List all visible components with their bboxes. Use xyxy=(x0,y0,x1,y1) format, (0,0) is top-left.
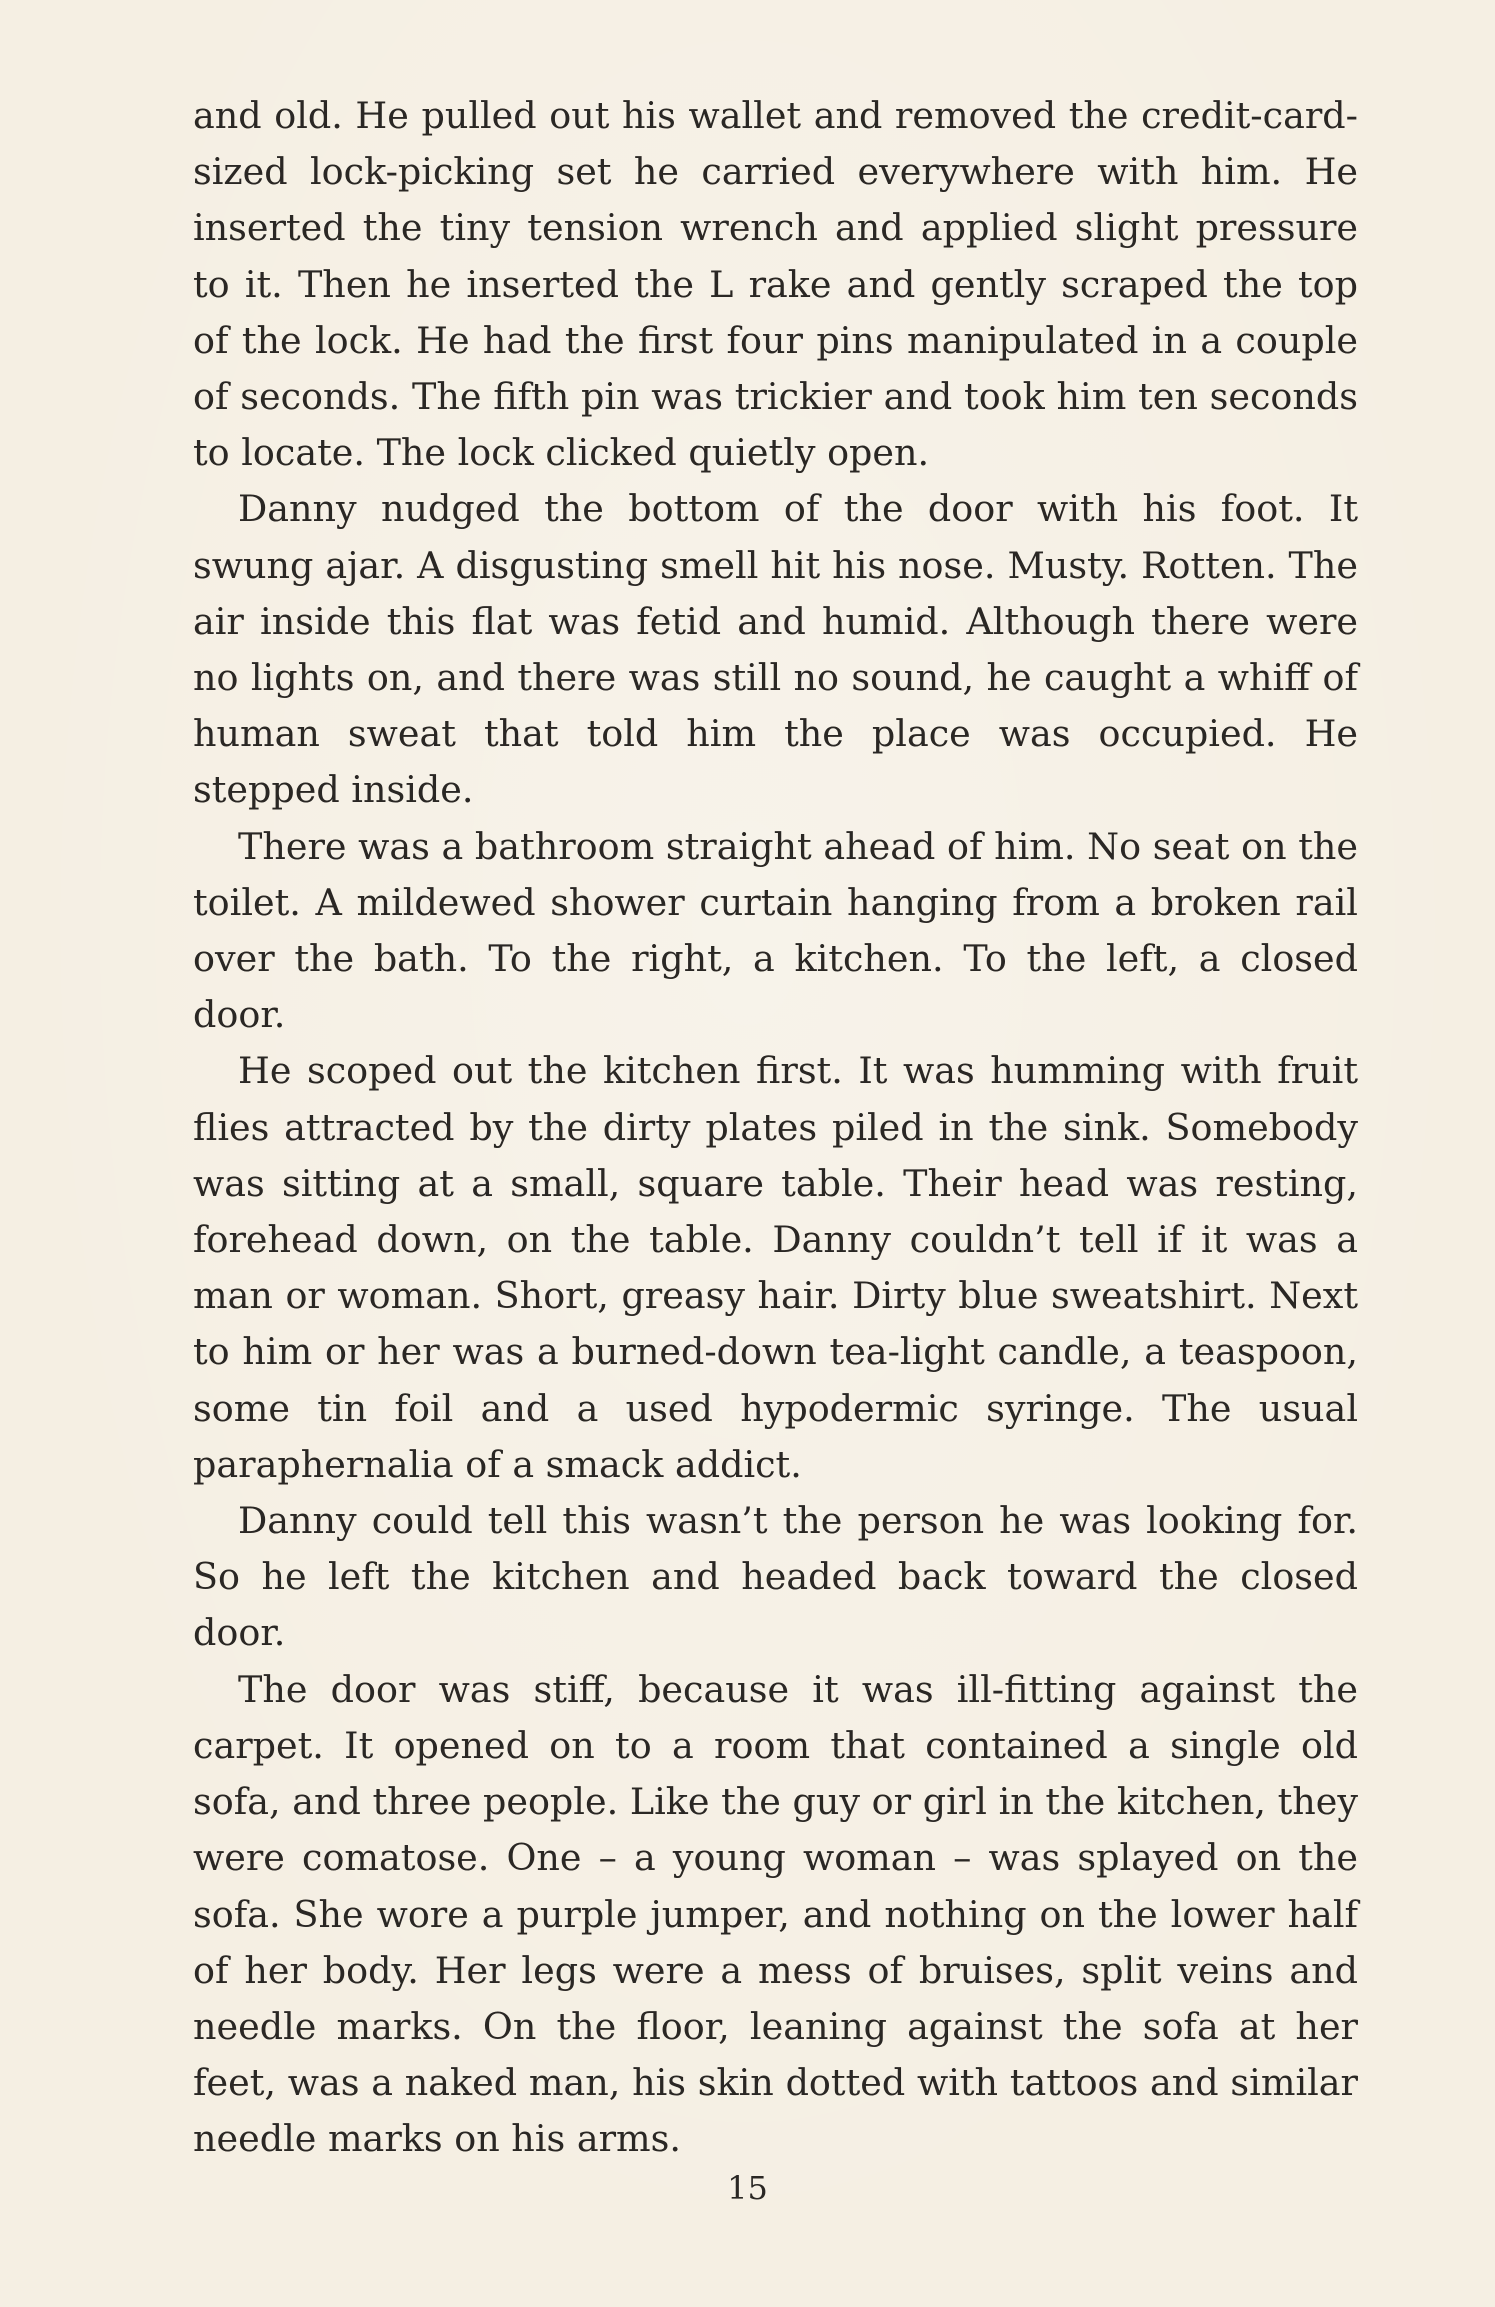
paragraph-6: The door was stiff, because it was ill-fitting against the carpet. It opened on to a room that contained a single old sofa, and three people. Like the guy or girl in the kitchen, they were comatose. One – a young woman – was splayed on the sofa. She wore a purple jumper, and nothing on the lower half of her body. Her legs were a mess of bruises, split veins and needle marks. On the floor, leaning against the sofa at her feet, was a naked man, his skin dotted with tattoos and similar needle marks on his arms. xyxy=(193,1667,1358,2161)
paragraph-1: and old. He pulled out his wallet and removed the credit-card-sized lock-picking set he carried everywhere with him. He inserted the tiny tension wrench and applied slight pressure to it. Then he inserted the L rake and gently scraped the top of the lock. He had the first four pins manipulated in a couple of seconds. The fifth pin was trickier and took him ten seconds to locate. The lock clicked quietly open. xyxy=(193,94,1358,475)
paragraph-4: He scoped out the kitchen first. It was humming with fruit flies attracted by the dirty plates piled in the sink. Somebody was sitting at a small, square table. Their head was resting, forehead down, on the table. Danny couldn’t tell if it was a man or woman. Short, greasy hair. Dirty blue sweatshirt. Next to him or her was a burned-down tea-light candle, a teaspoon, some tin foil and a used hypodermic syringe. The usual paraphernalia of a smack addict. xyxy=(193,1049,1358,1486)
page-number: 15 xyxy=(727,2169,768,2207)
paragraph-5: Danny could tell this wasn’t the person he was looking for. So he left the kitchen and headed back toward the closed door. xyxy=(193,1499,1358,1655)
paragraph-2: Danny nudged the bottom of the door with his foot. It swung ajar. A disgusting smell hit his nose. Musty. Rotten. The air inside this flat was fetid and humid. Although there were no lights on, and there was still no sound, he caught a whiff of human sweat that told him the place was occupied. He stepped inside. xyxy=(193,487,1358,812)
body-text xyxy=(193,88,1358,2168)
paragraph-3: There was a bathroom straight ahead of him. No seat on the toilet. A mildewed shower curtain hanging from a broken rail over the bath. To the right, a kitchen. To the left, a closed door. xyxy=(193,824,1358,1037)
